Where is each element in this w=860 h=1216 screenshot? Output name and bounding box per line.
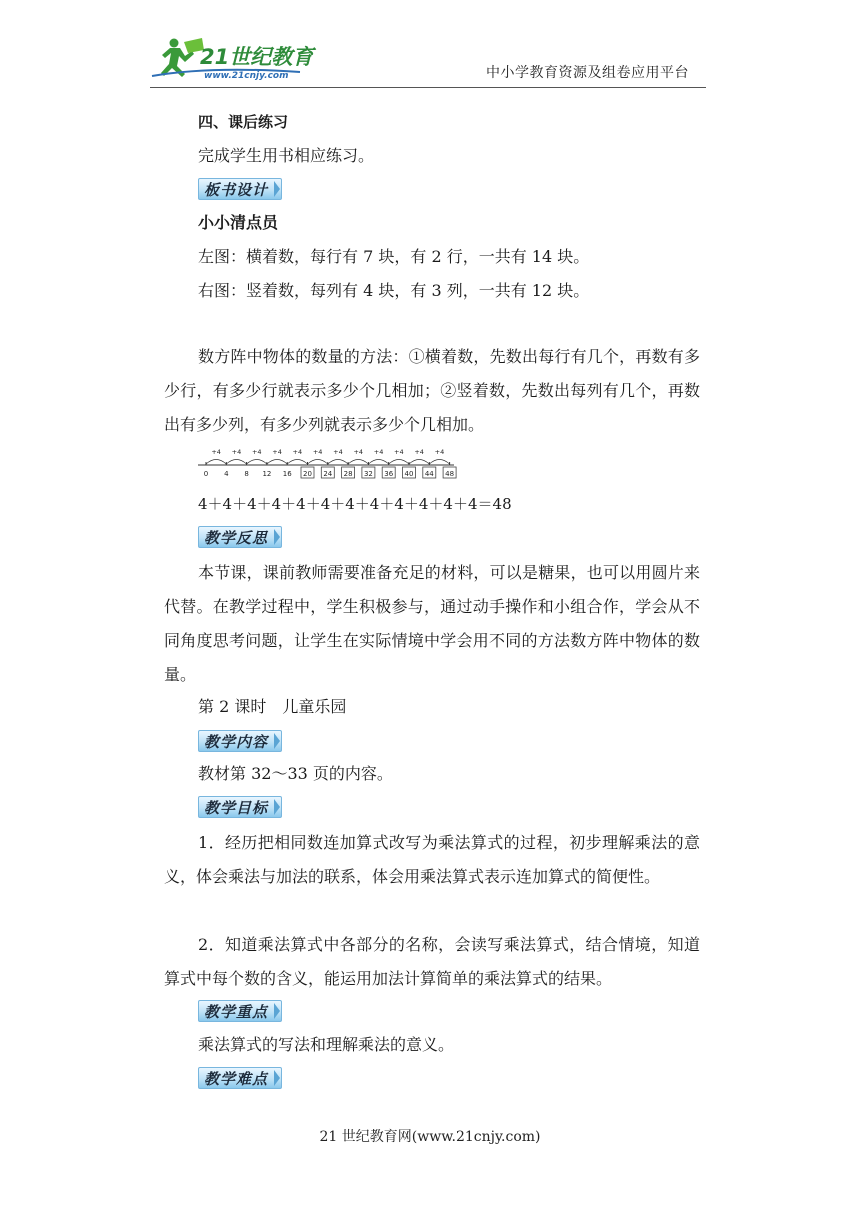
board-title: 小小清点员 [198, 213, 279, 232]
number-line-label: 28 [343, 470, 353, 478]
number-line-step-label: +4 [231, 448, 242, 456]
number-line-label: 32 [363, 470, 373, 478]
number-line-arc [409, 460, 429, 465]
number-line-step-label: +4 [211, 448, 221, 456]
logo-url: www.21cnjy.com [204, 71, 289, 81]
number-line-step-label: +4 [394, 448, 404, 456]
number-line-label: 40 [404, 470, 414, 478]
site-logo [150, 36, 320, 82]
lesson-title: 第 2 课时 儿童乐园 [198, 697, 347, 716]
equation: 4＋4＋4＋4＋4＋4＋4＋4＋4＋4＋4＋4＝48 [198, 495, 512, 513]
number-line-step-label: +4 [333, 448, 343, 456]
badge-difficulties: 教学难点 [198, 1067, 282, 1089]
number-line-label: 44 [424, 470, 434, 478]
number-line-label: 48 [445, 470, 455, 478]
goal-1: 1．经历把相同数连加算式改写为乘法算式的过程，初步理解乘法的意义，体会乘法与加法的联系，体会用乘法算式表示连加算式的简便性。 [164, 833, 700, 886]
number-line-arc [287, 460, 307, 465]
number-line-label: 20 [303, 470, 312, 478]
number-line-step-label: +4 [414, 448, 424, 456]
section-title: 四、课后练习 [198, 113, 289, 131]
number-line-arc [328, 460, 348, 465]
platform-name: 中小学教育资源及组卷应用平台 [486, 65, 689, 81]
number-line-arc [389, 460, 409, 465]
board-left: 左图：横着数，每行有 7 块，有 2 行，一共有 14 块。 [198, 247, 590, 266]
section-text: 完成学生用书相应练习。 [198, 146, 375, 165]
number-line-step-label: +4 [373, 448, 384, 456]
badge-reflection: 教学反思 [198, 526, 282, 548]
number-line-step-label: +4 [353, 448, 364, 456]
number-line-label: 24 [323, 470, 333, 478]
page-header [0, 0, 860, 90]
number-line-label: 12 [262, 470, 272, 478]
number-line-arc [247, 460, 267, 465]
number-line-arc [206, 460, 226, 465]
number-line-arc [267, 460, 287, 465]
number-line-arc [308, 460, 328, 465]
badge-content: 教学内容 [198, 730, 282, 752]
content-text: 教材第 32～33 页的内容。 [198, 764, 393, 783]
board-right: 右图：竖着数，每列有 4 块，有 3 列，一共有 12 块。 [198, 281, 590, 300]
number-line-step-label: +4 [292, 448, 303, 456]
number-line [196, 447, 458, 483]
number-line-label: 8 [244, 470, 249, 478]
number-line-label: 36 [384, 470, 394, 478]
number-line-step-label: +4 [434, 448, 445, 456]
number-line-label: 0 [203, 470, 209, 478]
board-method: 数方阵中物体的数量的方法：①横着数，先数出每行有几个，再数有多少行，有多少行就表示多少个几相加；②竖着数，先数出每列有几个，再数出有多少列，有多少列就表示多少个几相加。 [164, 347, 700, 434]
number-line-arc [368, 460, 388, 465]
number-line-step-label: +4 [251, 448, 262, 456]
logo-text: 21世纪教育 [200, 45, 314, 69]
number-line-arc [226, 460, 246, 465]
badge-key-points: 教学重点 [198, 1000, 282, 1022]
key-text: 乘法算式的写法和理解乘法的意义。 [198, 1035, 455, 1054]
number-line-step-label: +4 [312, 448, 323, 456]
number-line-label: 16 [282, 470, 292, 478]
number-line-arc [348, 460, 368, 465]
number-line-label: 4 [224, 470, 229, 478]
number-line-arc [429, 460, 449, 465]
header-divider [150, 87, 706, 88]
reflection-text: 本节课，课前教师需要准备充足的材料，可以是糖果，也可以用圆片来代替。在教学过程中，学生积极参与，通过动手操作和小组合作，学会从不同角度思考问题，让学生在实际情境中学会用不同的方法数方阵中物体的数量。 [164, 563, 700, 684]
goal-2: 2．知道乘法算式中各部分的名称，会读写乘法算式，结合情境，知道算式中每个数的含义，能运用加法计算简单的乘法算式的结果。 [164, 935, 700, 988]
badge-goals: 教学目标 [198, 796, 282, 818]
page-footer: 21 世纪教育网(www.21cnjy.com) [319, 1129, 541, 1145]
number-line-step-label: +4 [272, 448, 282, 456]
badge-board-design: 板书设计 [198, 178, 282, 200]
